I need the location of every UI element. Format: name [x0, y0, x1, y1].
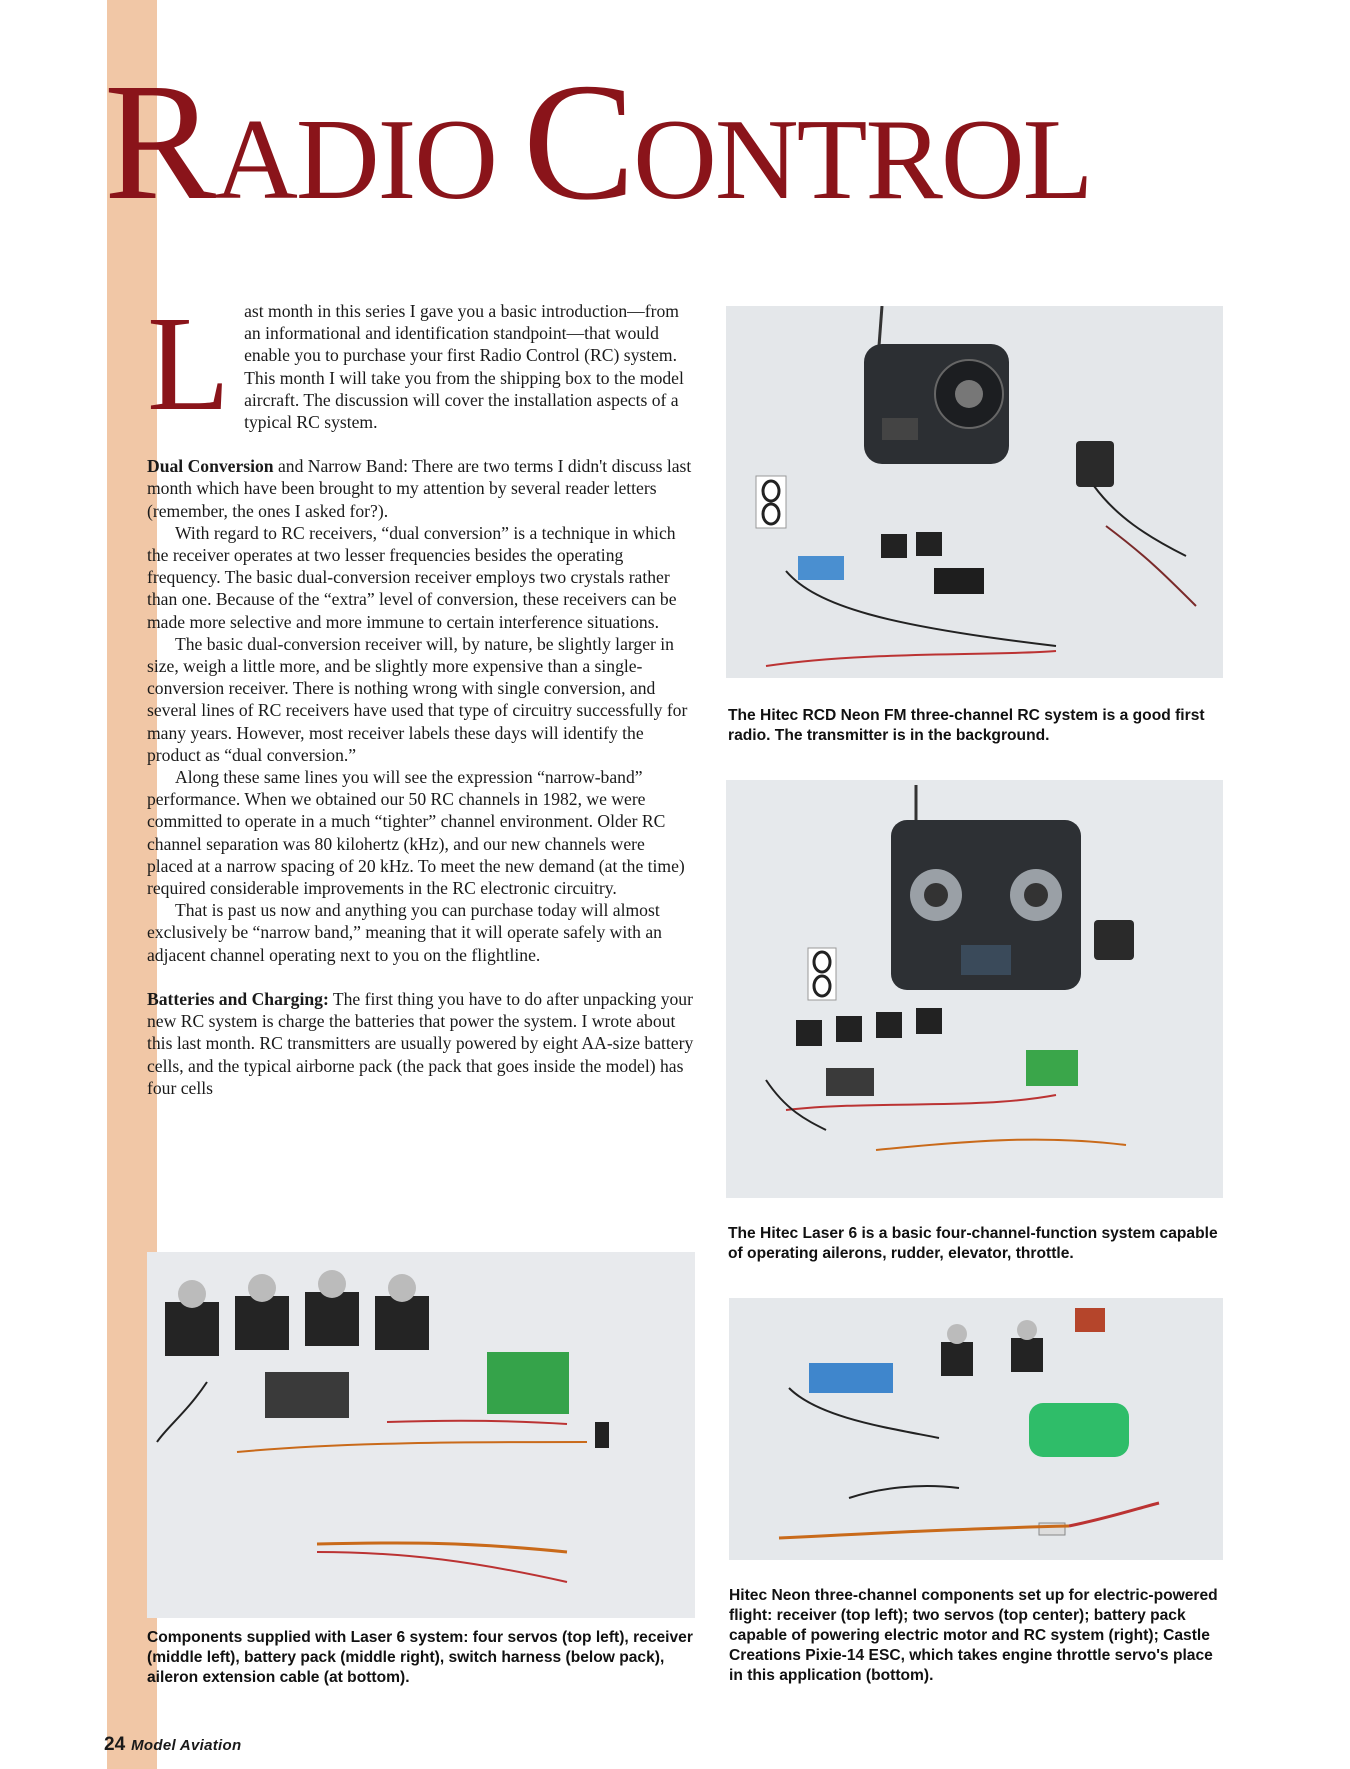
- paragraph-past: That is past us now and anything you can purchase today will almost exclusively be “narrow band,” meaning that it will operate safely with an adjacent channel operating next to you on the flightline.: [147, 900, 662, 965]
- dual-conversion-text: and Narrow Band: There are two terms I didn't discuss last month which have been brought to my attention by several reader letters (remember, the ones I asked for?).: [147, 456, 692, 521]
- photo-neon-electric: [729, 1298, 1223, 1560]
- servo-shape: [305, 1292, 359, 1346]
- batteries-heading: Batteries and Charging:: [147, 988, 329, 1009]
- dual-conversion-heading: Dual Conversion: [147, 456, 274, 477]
- charger-shape: [1076, 441, 1114, 487]
- dual-conversion-paragraph: [147, 455, 695, 522]
- servo-shape: [375, 1296, 429, 1350]
- title-rest-ontrol: ONTROL: [633, 96, 1092, 224]
- servo-shape: [165, 1302, 219, 1356]
- battery-pack-shape: [1026, 1050, 1078, 1086]
- intro-text: ast month in this series I gave you a basic introduction—from an informational and identification standpoint—that would enable you to purchase your first Radio Control (RC) system. This month I will take you from the shipping box to the model aircraft. The discussion will cover the installation aspects of a typical RC system.: [244, 301, 684, 433]
- paragraph-narrow-band: Along these same lines you will see the expression “narrow-band” performance. When we obtained our 50 RC channels in 1982, we were committed to operate in a much “tighter” channel environment. Older RC channel separation was 80 kilohertz (kHz), and our new channels were placed at a narrow spacing of 20 kHz. To meet the new demand (at the time) required considerable improvements in the RC electronic circuitry.: [147, 767, 685, 899]
- receiver-shape: [265, 1372, 349, 1418]
- page-number: 24: [104, 1734, 126, 1755]
- battery-pack-shape: [1029, 1403, 1129, 1457]
- laser6-illustration: [726, 780, 1223, 1198]
- neon-electric-illustration: [729, 1298, 1223, 1560]
- servo-shape: [836, 1016, 862, 1042]
- caption-laser6-components: Components supplied with Laser 6 system: four servos (top left), receiver (middle left), battery pack (middle right), switch harness (below pack), aileron extension cable (at bottom).: [147, 1629, 693, 1686]
- photo-neon-system: [726, 306, 1223, 678]
- batteries-paragraph: [147, 988, 695, 1099]
- caption-neon-system: The Hitec RCD Neon FM three-channel RC system is a good first radio. The transmitter is in the background.: [728, 707, 1205, 744]
- photo-laser6-components: [147, 1252, 695, 1618]
- receiver-shape: [809, 1363, 893, 1393]
- servo-shape: [1011, 1338, 1043, 1372]
- paragraph-receivers: With regard to RC receivers, “dual conversion” is a technique in which the receiver operates at two lesser frequencies besides the operating frequency. The basic dual-conversion receiver employs two crystals rather than one. Because of the “extra” level of conversion, these receivers can be made more selective and more immune to certain interference situations.: [147, 522, 677, 632]
- drop-cap: L: [147, 289, 231, 439]
- batteries-text: The first thing you have to do after unpacking your new RC system is charge the batteries that power the system. I wrote about this last month. RC transmitters are usually powered by eight AA-size battery cells, and the typical airborne pack (the pack that goes inside the model) has four cells: [147, 988, 694, 1098]
- switch-harness-shape: [595, 1422, 609, 1448]
- caption-laser6: The Hitec Laser 6 is a basic four-channel-function system capable of operating ailerons, rudder, elevator, throttle.: [728, 1225, 1218, 1262]
- charger-shape: [1094, 920, 1134, 960]
- servo-shape: [796, 1020, 822, 1046]
- title-rest-adio: ADIO: [214, 96, 524, 224]
- title-initial-c: C: [523, 49, 634, 235]
- servo-shape: [876, 1012, 902, 1038]
- servo-shape: [235, 1296, 289, 1350]
- receiver-shape: [798, 556, 844, 580]
- title-initial-r: R: [104, 49, 215, 235]
- magazine-name: Model Aviation: [131, 1737, 242, 1754]
- photo-laser6: [726, 780, 1223, 1198]
- caption-neon-electric: Hitec Neon three-channel components set up for electric-powered flight: receiver (top left); two servos (top center); battery pack capable of powering electric motor and RC system (right); Castle Creations Pixie-14 ESC, which takes engine throttle servo's place in this application (bottom).: [729, 1587, 1218, 1684]
- servo-shape: [881, 534, 907, 558]
- receiver-shape: [826, 1068, 874, 1096]
- battery-holder-shape: [934, 568, 984, 594]
- page-footer: [104, 1734, 241, 1756]
- paragraph-size: The basic dual-conversion receiver will, by nature, be slightly larger in size, weigh a little more, and be slightly more expensive than a single-conversion receiver. There is nothing wrong with single conversion, and several lines of RC receivers have used that type of circuitry successfully for many years. However, most receiver labels these days will identify the product as “dual conversion.”: [147, 633, 688, 765]
- servo-shape: [916, 532, 942, 556]
- battery-pack-shape: [487, 1352, 569, 1414]
- neon-system-illustration: [726, 306, 1223, 678]
- servo-shape: [941, 1342, 973, 1376]
- laser6-components-illustration: [147, 1252, 695, 1618]
- page-title: [104, 49, 1092, 235]
- article-body: [147, 289, 695, 1099]
- servo-shape: [916, 1008, 942, 1034]
- intro-paragraph: [147, 289, 695, 439]
